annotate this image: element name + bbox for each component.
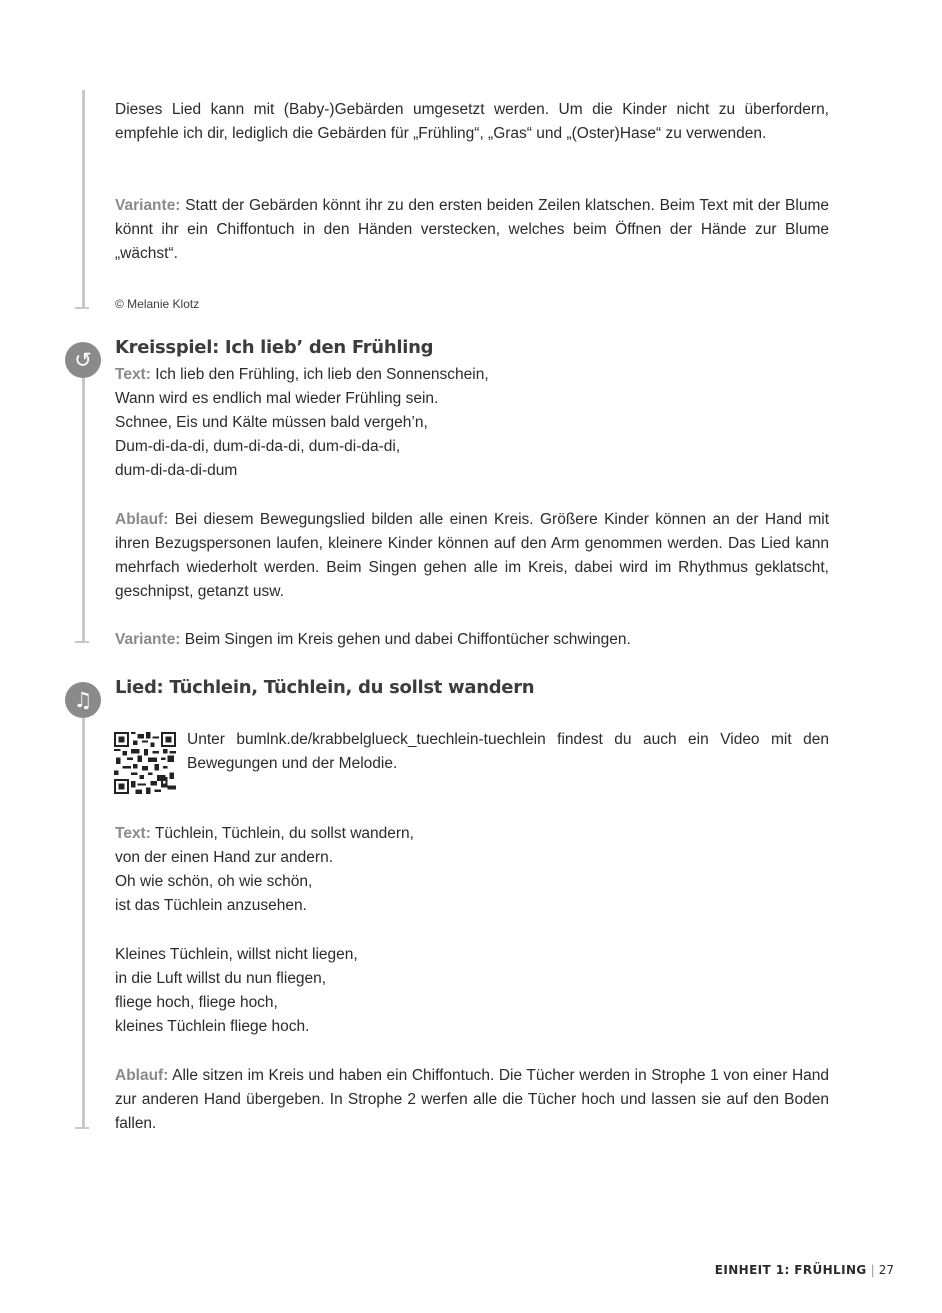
lyric-line: kleines Tüchlein fliege hoch. [115,1018,310,1035]
kreisspiel-procedure [115,508,829,604]
section-title-kreisspiel: Kreisspiel: Ich lieb’ den Frühling [115,337,434,358]
footer-unit-title: EINHEIT 1: FRÜHLING [714,1263,867,1277]
lyric-line: Dum-di-da-di, dum-di-da-di, dum-di-da-di, [115,438,401,455]
page-footer [715,1263,894,1277]
page-number: 27 [878,1263,894,1277]
intro-paragraph: Dieses Lied kann mit (Baby-)Gebärden umgesetzt werden. Um die Kinder nicht zu überfordern, empfehle ich dir, lediglich die Gebärden für „Frühling“, „Gras“ und „(Oster)Hase“ zu verwenden. [115,101,829,142]
lied-verse-1 [115,822,829,918]
variant-label: Variante: [115,631,181,648]
qr-code-hint: Unter bumlnk.de/krabbelglueck_tuechlein-tuechlein findest du auch ein Video mit den Bewegungen und der Melodie. [187,731,829,772]
lyric-line: Ich lieb den Frühling, ich lieb den Sonnenschein, [150,366,489,383]
intro-variant [115,194,829,266]
timeline-line-intro [82,90,85,308]
kreisspiel-variant [115,628,829,652]
lyric-line: Wann wird es endlich mal wieder Frühling sein. [115,390,439,407]
qr-code[interactable] [114,732,176,794]
repeat-arrow-icon: ↺ [65,342,101,378]
variant-label: Variante: [115,197,181,214]
footer-separator: | [870,1263,875,1277]
lyric-line: ist das Tüchlein anzusehen. [115,897,307,914]
lyric-line: Tüchlein, Tüchlein, du sollst wandern, [150,825,414,842]
timeline-line-section2 [82,685,85,1128]
text-label: Text: [115,366,151,383]
lyric-line: Kleines Tüchlein, willst nicht liegen, [115,946,358,963]
procedure-label: Ablauf: [115,1067,169,1084]
lyric-line: in die Luft willst du nun fliegen, [115,970,327,987]
lied-procedure [115,1064,829,1136]
text-label: Text: [115,825,151,842]
lyric-line: von der einen Hand zur andern. [115,849,334,866]
lied-verse-2 [115,943,829,1039]
timeline-tick-intro [75,307,89,309]
music-note-icon: ♫ [65,682,101,718]
lyric-line: fliege hoch, fliege hoch, [115,994,278,1011]
kreisspiel-lyrics [115,363,829,483]
variant-text: Beim Singen im Kreis gehen und dabei Chiffontücher schwingen. [180,631,631,648]
timeline-tick-section2 [75,1127,89,1129]
copyright-note: © Melanie Klotz [115,297,200,311]
procedure-text: Alle sitzen im Kreis und haben ein Chiffontuch. Die Tücher werden in Strophe 1 von einer Hand zur anderen Hand übergeben. In Strophe 2 werfen alle die Tücher hoch und lassen sie auf den Boden fallen. [115,1067,829,1132]
procedure-label: Ablauf: [115,511,169,528]
timeline-tick-section1 [75,641,89,643]
variant-text: Statt der Gebärden könnt ihr zu den ersten beiden Zeilen klatschen. Beim Text mit der Blume könnt ihr ein Chiffontuch in den Händen verstecken, welches beim Öffnen der Hände zur Blume „wächst“. [115,197,829,262]
lyric-line: dum-di-da-di-dum [115,462,238,479]
section-title-lied: Lied: Tüchlein, Tüchlein, du sollst wandern [115,677,535,698]
timeline-line-section1 [82,345,85,642]
lyric-line: Oh wie schön, oh wie schön, [115,873,313,890]
lyric-line: Schnee, Eis und Kälte müssen bald vergeh’n, [115,414,428,431]
procedure-text: Bei diesem Bewegungslied bilden alle einen Kreis. Größere Kinder können an der Hand mit ihren Bezugspersonen laufen, kleinere Kinder können auf den Arm genommen werden. Das Lied kann mehrfach wiederholt werden. Beim Singen gehen alle im Kreis, dabei wird im Rhythmus geklatscht, geschnipst, getanzt usw. [115,511,829,600]
